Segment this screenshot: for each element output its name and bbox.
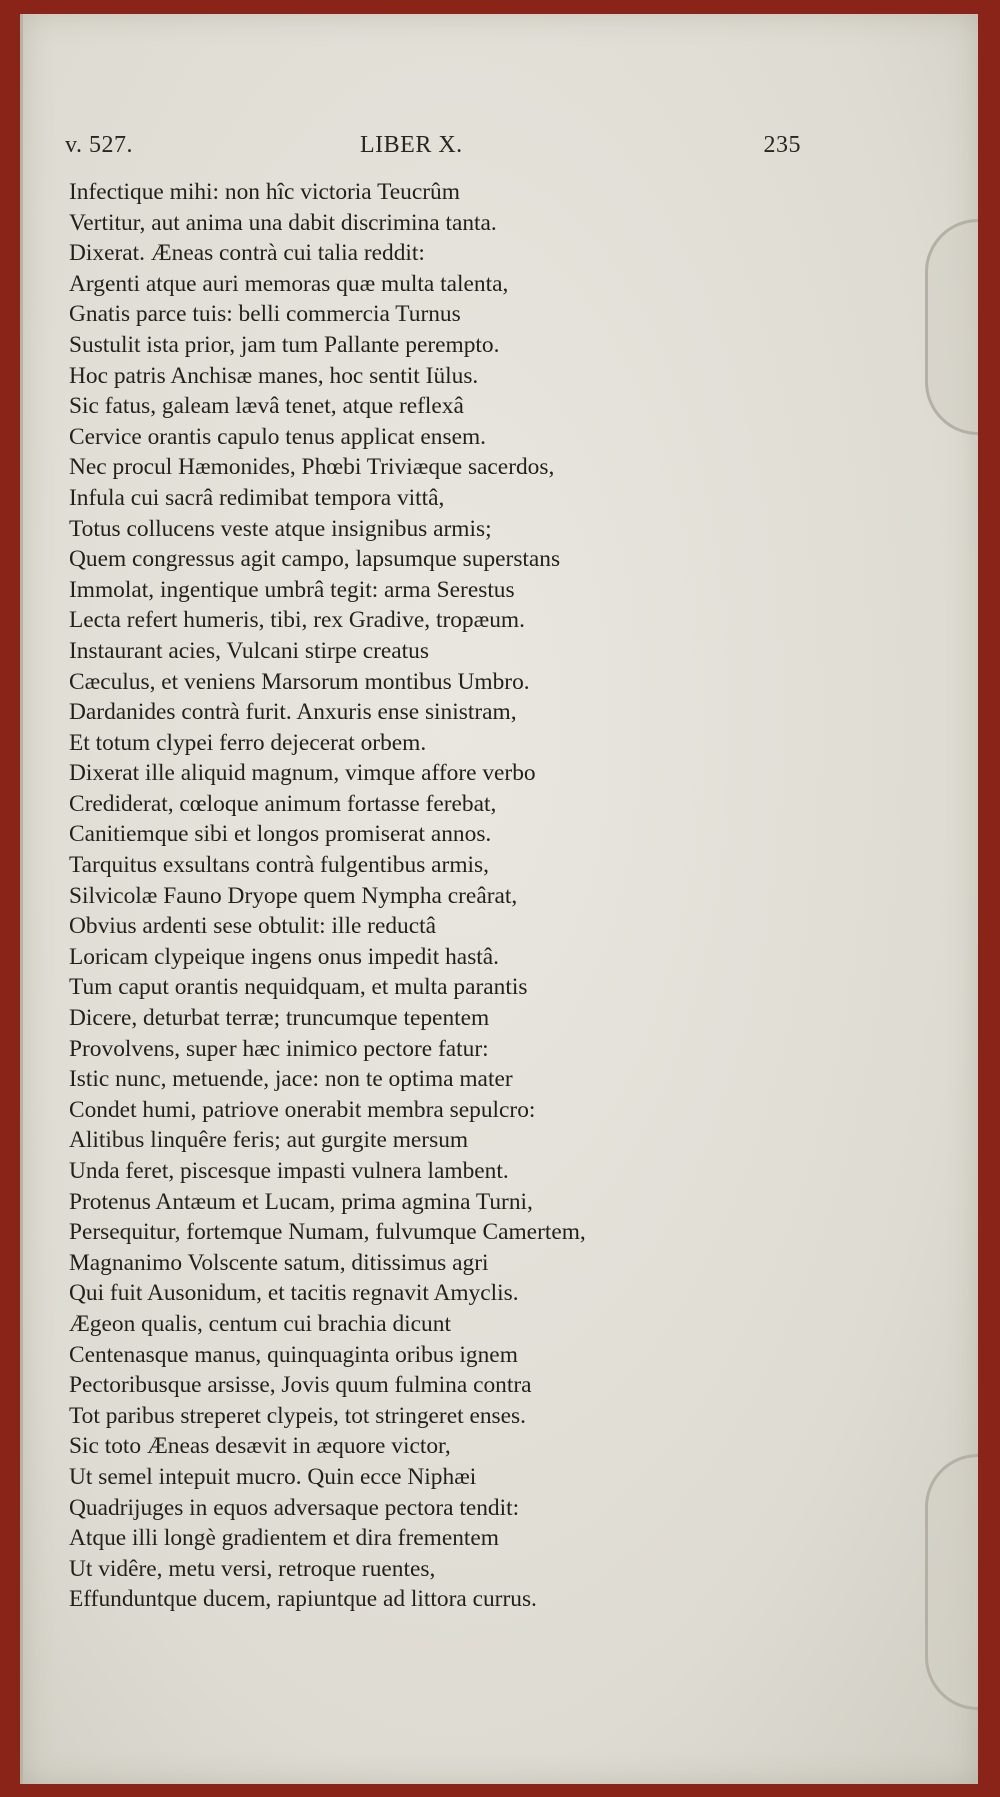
verse-line: Effunduntque ducem, rapiuntque ad littora currus. xyxy=(69,1586,537,1613)
verse-line: Centenasque manus, quinquaginta oribus ignem xyxy=(69,1341,518,1368)
page-number: 235 xyxy=(763,132,801,158)
verse-line: Protenus Antæum et Lucam, prima agmina Turni, xyxy=(69,1188,533,1215)
verse-line: Lecta refert humeris, tibi, rex Gradive, tropæum. xyxy=(69,607,525,634)
verse-line: Hoc patris Anchisæ manes, hoc sentit Iülus. xyxy=(69,362,479,389)
verse-line: Sic fatus, galeam lævâ tenet, atque reflexâ xyxy=(69,393,464,420)
running-header xyxy=(65,132,801,166)
verse-line: Infectique mihi: non hîc victoria Teucrûm xyxy=(69,179,460,205)
verse-line: Dardanides contrà furit. Anxuris ense sinistram, xyxy=(69,699,517,726)
verse-line: Tarquitus exsultans contrà fulgentibus armis, xyxy=(69,852,489,879)
verse-line: Cæculus, et veniens Marsorum montibus Umbro. xyxy=(69,668,530,695)
verse-line: Totus collucens veste atque insignibus armis; xyxy=(69,515,492,542)
verse-line: Sustulit ista prior, jam tum Pallante perempto. xyxy=(69,331,500,358)
book-page xyxy=(20,14,978,1784)
verse-line: Dixerat ille aliquid magnum, vimque affore verbo xyxy=(69,760,536,787)
verse-line: Ut semel intepuit mucro. Quin ecce Niphæi xyxy=(69,1463,477,1490)
verse-line: Cervice orantis capulo tenus applicat ensem. xyxy=(69,423,486,450)
verse-reference: v. 527. xyxy=(65,132,133,158)
verse-line: Pectoribusque arsisse, Jovis quum fulmina contra xyxy=(69,1372,532,1399)
book-clasp-bottom xyxy=(925,1454,978,1710)
verse-line: Gnatis parce tuis: belli commercia Turnus xyxy=(69,301,461,328)
verse-line: Magnanimo Volscente satum, ditissimus agri xyxy=(69,1249,489,1276)
book-title: LIBER X. xyxy=(360,132,463,158)
verse-line: Et totum clypei ferro dejecerat orbem. xyxy=(69,729,427,756)
verse-line: Instaurant acies, Vulcani stirpe creatus xyxy=(69,637,429,664)
verse-line: Ut vidêre, metu versi, retroque ruentes, xyxy=(69,1555,436,1582)
verse-line: Ægeon qualis, centum cui brachia dicunt xyxy=(69,1310,451,1337)
book-clasp-top xyxy=(925,219,978,435)
verse-line: Quadrijuges in equos adversaque pectora tendit: xyxy=(69,1494,520,1521)
verse-line: Argenti atque auri memoras quæ multa talenta, xyxy=(69,270,509,297)
verse-line: Tot paribus streperet clypeis, tot stringeret enses. xyxy=(69,1402,526,1429)
verse-line: Atque illi longè gradientem et dira frementem xyxy=(69,1525,499,1552)
verse-line: Crediderat, cœloque animum fortasse ferebat, xyxy=(69,790,497,817)
verse-line: Alitibus linquêre feris; aut gurgite mersum xyxy=(69,1127,469,1154)
verse-line: Nec procul Hæmonides, Phœbi Triviæque sacerdos, xyxy=(69,454,555,481)
verse-line: Sic toto Æneas desævit in æquore victor, xyxy=(69,1433,451,1460)
verse-line: Loricam clypeique ingens onus impedit hastâ. xyxy=(69,943,500,970)
verse-line: Unda feret, piscesque impasti vulnera lambent. xyxy=(69,1158,509,1184)
verse-line: Quem congressus agit campo, lapsumque superstans xyxy=(69,546,561,573)
verse-line: Silvicolæ Fauno Dryope quem Nympha creârat, xyxy=(69,882,518,909)
verse-line: Qui fuit Ausonidum, et tacitis regnavit Amyclis. xyxy=(69,1280,519,1307)
verse-line: Condet humi, patriove onerabit membra sepulcro: xyxy=(69,1096,536,1123)
verse-line: Persequitur, fortemque Numam, fulvumque Camertem, xyxy=(69,1219,586,1246)
verse-line: Infula cui sacrâ redimibat tempora vittâ, xyxy=(69,484,445,511)
verse-line: Provolvens, super hæc inimico pectore fatur: xyxy=(69,1035,489,1062)
verse-line: Canitiemque sibi et longos promiserat annos. xyxy=(69,821,492,848)
verse-line: Immolat, ingentique umbrâ tegit: arma Serestus xyxy=(69,576,515,603)
verse-line: Tum caput orantis nequidquam, et multa parantis xyxy=(69,974,528,1001)
verse-line: Vertitur, aut anima una dabit discrimina tanta. xyxy=(69,209,497,236)
verse-line: Dixerat. Æneas contrà cui talia reddit: xyxy=(69,240,425,267)
verse-line: Dicere, deturbat terræ; truncumque tepentem xyxy=(69,1005,490,1032)
verse-line: Istic nunc, metuende, jace: non te optima mater xyxy=(69,1066,513,1093)
verse-line: Obvius ardenti sese obtulit: ille reductâ xyxy=(69,913,437,940)
verse-text-block xyxy=(69,177,829,1615)
